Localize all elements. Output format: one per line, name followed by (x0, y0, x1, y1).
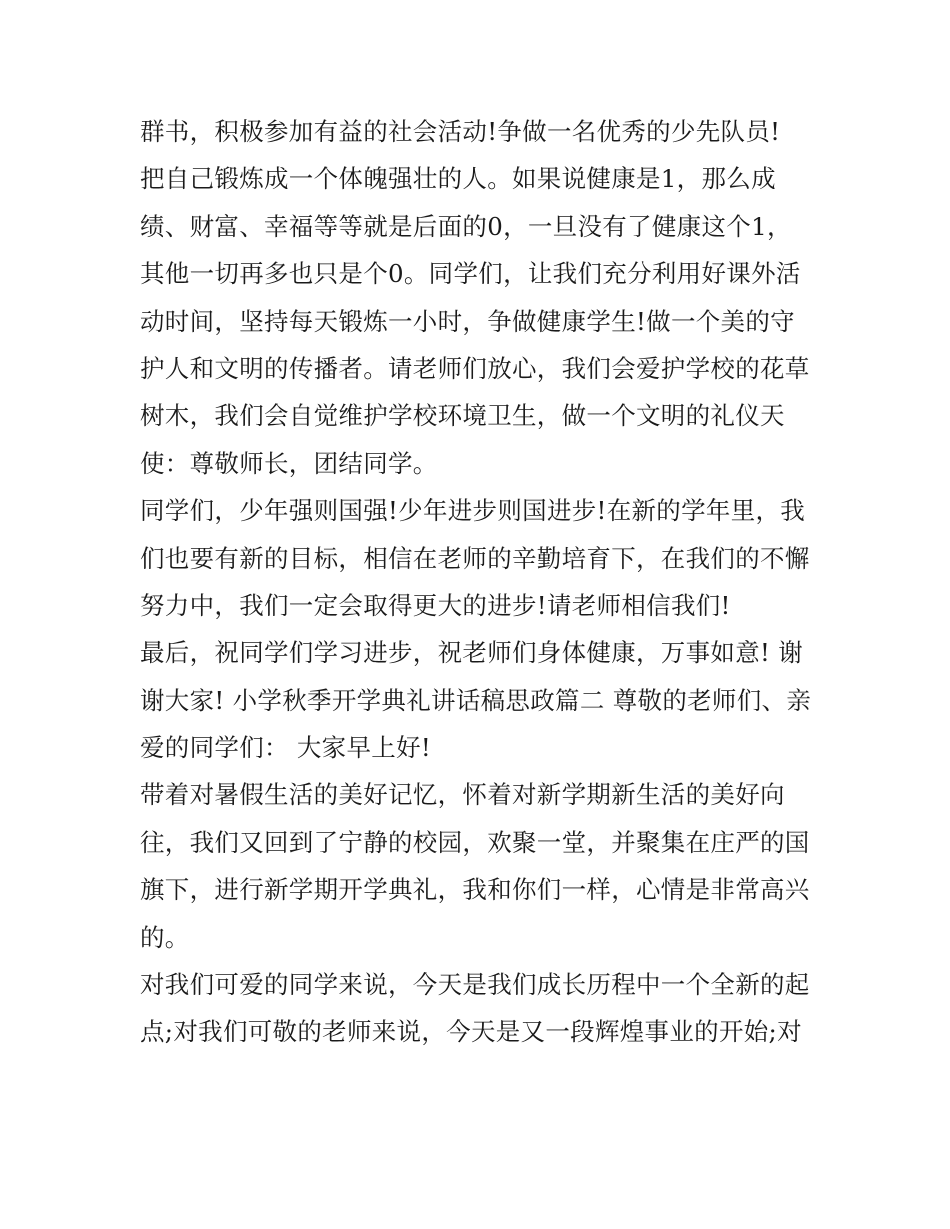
text-line: 努力中，我们一定会取得更大的进步!请老师相信我们! (140, 590, 731, 620)
text-line: 点;对我们可敬的老师来说，今天是又一段辉煌事业的开始;对 (140, 1017, 802, 1047)
text-line: 最后，祝同学们学习进步，祝老师们身体健康，万事如意! 谢 (140, 638, 804, 668)
text-line: 带着对暑假生活的美好记忆，怀着对新学期新生活的美好向 (140, 780, 785, 810)
text-line: 往，我们又回到了宁静的校园，欢聚一堂，并聚集在庄严的国 (140, 827, 810, 857)
text-line: 对我们可爱的同学来说，今天是我们成长历程中一个全新的起 (140, 970, 810, 1000)
text-line: 谢大家! 小学秋季开学典礼讲话稿思政篇二 尊敬的老师们、亲 (140, 685, 812, 715)
text-line: 把自己锻炼成一个体魄强壮的人。如果说健康是1，那么成 (140, 164, 776, 194)
text-line: 爱的同学们： 大家早上好! (140, 733, 432, 763)
text-line: 使：尊敬师长，团结同学。 (140, 448, 438, 478)
text-line: 树木，我们会自觉维护学校环境卫生，做一个文明的礼仪天 (140, 401, 785, 431)
text-line: 旗下，进行新学期开学典礼，我和你们一样，心情是非常高兴 (140, 875, 810, 905)
text-line: 动时间，坚持每天锻炼一小时，争做健康学生!做一个美的守 (140, 306, 795, 336)
text-line: 的。 (140, 922, 190, 952)
text-line: 同学们，少年强则国强!少年进步则国进步!在新的学年里，我 (140, 496, 806, 526)
text-line: 护人和文明的传播者。请老师们放心，我们会爱护学校的花草 (140, 353, 810, 383)
document-body (140, 108, 820, 1056)
text-line: 们也要有新的目标，相信在老师的辛勤培育下，在我们的不懈 (140, 543, 810, 573)
text-line: 其他一切再多也只是个0。同学们，让我们充分利用好课外活 (140, 259, 801, 289)
text-line: 绩、财富、幸福等等就是后面的0，一旦没有了健康这个1， (140, 211, 792, 241)
text-line: 群书，积极参加有益的社会活动!争做一名优秀的少先队员! (140, 117, 781, 146)
